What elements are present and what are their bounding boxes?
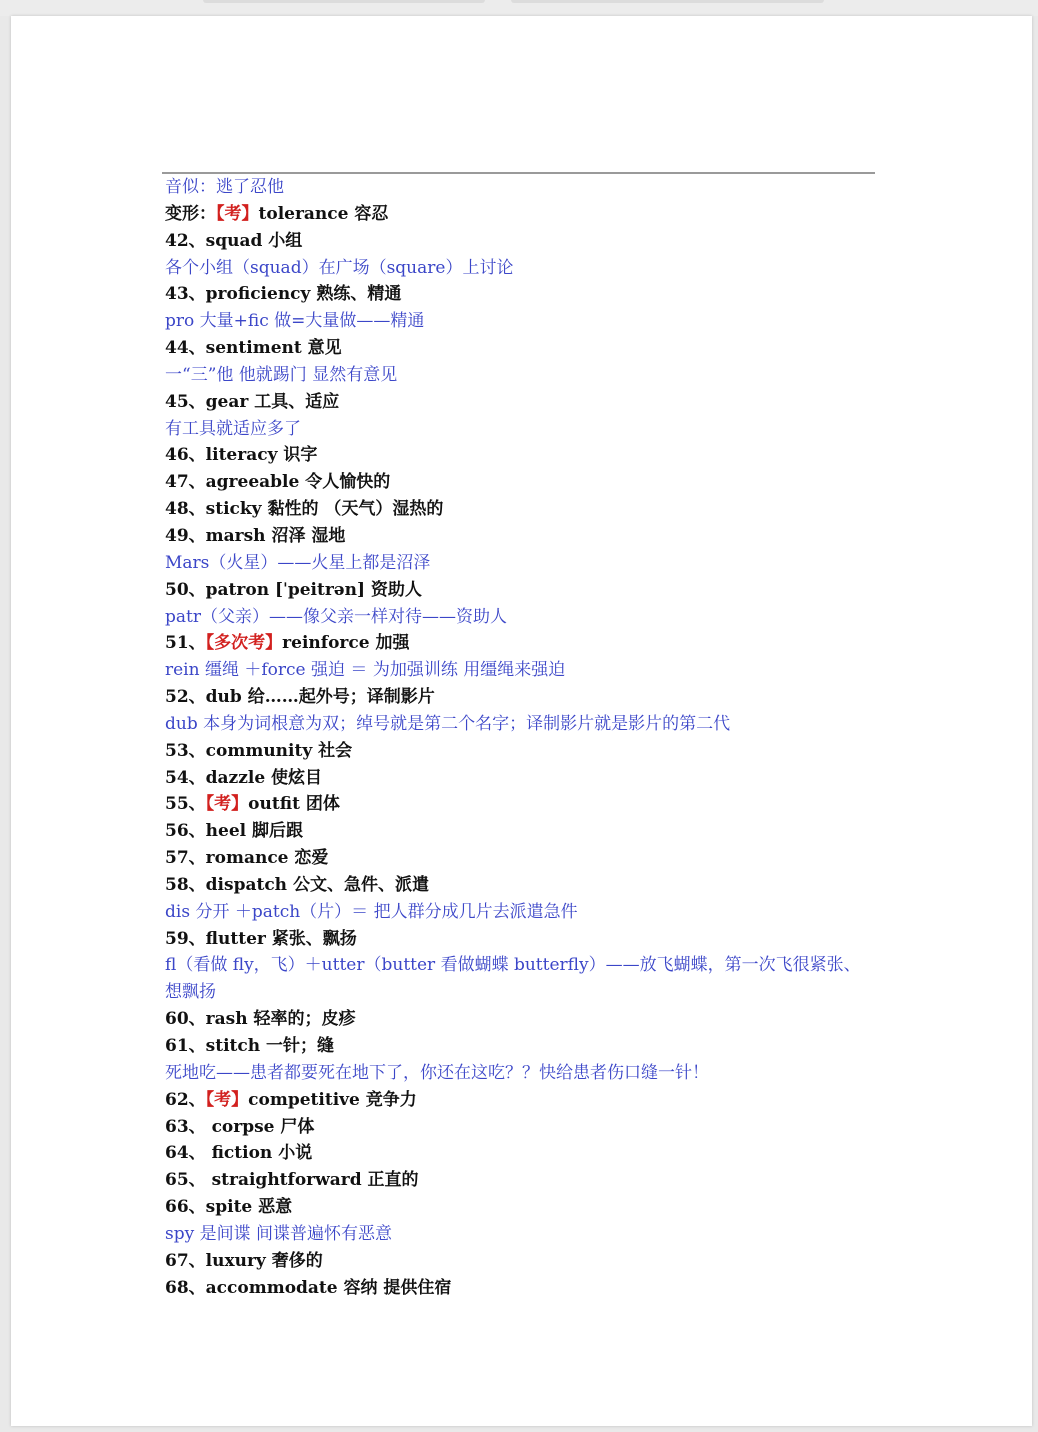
mnemonic-note: spy 是间谍 间谍普遍怀有恶意 xyxy=(165,1223,393,1244)
mnemonic-note: rein 缰绳 ＋force 强迫 ＝ 为加强训练 用缰绳来强迫 xyxy=(165,660,566,681)
vocab-entry xyxy=(165,201,877,228)
entry-prefix: 51、 xyxy=(165,633,206,654)
vocab-entry xyxy=(165,1087,877,1114)
entry-word: reinforce 加强 xyxy=(282,633,410,654)
entry-word: tolerance 容忍 xyxy=(258,203,389,224)
mnemonic-note: pro 大量+fic 做=大量做——精通 xyxy=(165,311,425,332)
entry-prefix: 62、 xyxy=(165,1089,206,1110)
vocab-entry: 46、literacy 识字 xyxy=(165,445,318,466)
mnemonic-note: patr（父亲）——像父亲一样对待——资助人 xyxy=(165,606,507,627)
vocab-entry: 44、sentiment 意见 xyxy=(165,338,342,359)
mnemonic-note: 有工具就适应多了 xyxy=(165,418,301,439)
vocab-entry: 67、luxury 奢侈的 xyxy=(165,1250,323,1271)
exam-tag: 【考】 xyxy=(205,794,249,815)
vocab-entry: 47、agreeable 令人愉快的 xyxy=(165,472,391,493)
vocab-entry: 53、community 社会 xyxy=(165,740,353,761)
mnemonic-note: Mars（火星）——火星上都是沼泽 xyxy=(165,552,431,573)
vocab-entry: 52、dub 给……起外号；译制影片 xyxy=(165,687,435,708)
viewer-top-strip xyxy=(0,0,1038,16)
vocab-entry xyxy=(165,791,877,818)
mnemonic-note: 死地吃——患者都要死在地下了，你还在这吃？？快给患者伤口缝一针！ xyxy=(165,1062,709,1083)
vocab-entry: 50、patron [ˈpeitrən] 资助人 xyxy=(165,579,422,600)
vocabulary-list xyxy=(165,174,877,1301)
mnemonic-note: 各个小组（squad）在广场（square）上讨论 xyxy=(165,257,514,278)
mnemonic-note: 音似：逃了忍他 xyxy=(165,177,284,197)
exam-tag: 【考】 xyxy=(205,1089,249,1110)
mnemonic-note: fl（看做 fly，飞）＋utter（butter 看做蝴蝶 butterfly）——放飞蝴蝶，第一次飞很紧张、想飘扬 xyxy=(165,955,861,1003)
entry-prefix: 55、 xyxy=(165,794,206,815)
vocab-entry xyxy=(165,630,877,657)
vocab-entry: 59、flutter 紧张、飘扬 xyxy=(165,928,357,949)
vocab-entry: 43、proficiency 熟练、精通 xyxy=(165,284,402,305)
mnemonic-note: dis 分开 ＋patch（片）＝ 把人群分成几片去派遣急件 xyxy=(165,901,578,922)
vocab-entry: 66、spite 恶意 xyxy=(165,1197,293,1218)
vocab-entry: 48、sticky 黏性的 （天气）湿热的 xyxy=(165,499,444,520)
vocab-entry: 42、squad 小组 xyxy=(165,230,303,251)
vocab-entry: 58、dispatch 公文、急件、派遣 xyxy=(165,874,429,895)
mnemonic-note: 一“三”他 他就踢门 显然有意见 xyxy=(165,364,398,385)
vocab-entry: 54、dazzle 使炫目 xyxy=(165,767,323,788)
toolbar-tab-left[interactable] xyxy=(203,0,485,3)
vocab-entry: 56、heel 脚后跟 xyxy=(165,821,304,842)
mnemonic-note: dub 本身为词根意为双；绰号就是第二个名字；译制影片就是影片的第二代 xyxy=(165,713,731,734)
toolbar-tab-right[interactable] xyxy=(511,0,824,3)
vocab-entry: 49、marsh 沼泽 湿地 xyxy=(165,525,346,546)
exam-tag: 【多次考】 xyxy=(205,633,283,654)
vocab-entry: 68、accommodate 容纳 提供住宿 xyxy=(165,1277,452,1298)
entry-prefix: 变形： xyxy=(165,203,216,224)
entry-word: outfit 团体 xyxy=(248,794,340,815)
vocab-entry: 60、rash 轻率的；皮疹 xyxy=(165,1009,356,1030)
vocab-entry: 61、stitch 一针；缝 xyxy=(165,1036,335,1056)
vocab-entry: 65、 straightforward 正直的 xyxy=(165,1170,419,1191)
vocab-entry: 64、 fiction 小说 xyxy=(165,1143,313,1164)
vocab-entry: 63、 corpse 尸体 xyxy=(165,1116,315,1137)
entry-word: competitive 竞争力 xyxy=(248,1089,417,1110)
vocab-entry: 45、gear 工具、适应 xyxy=(165,391,340,412)
vocab-entry: 57、romance 恋爱 xyxy=(165,848,329,869)
exam-tag: 【考】 xyxy=(216,203,259,224)
